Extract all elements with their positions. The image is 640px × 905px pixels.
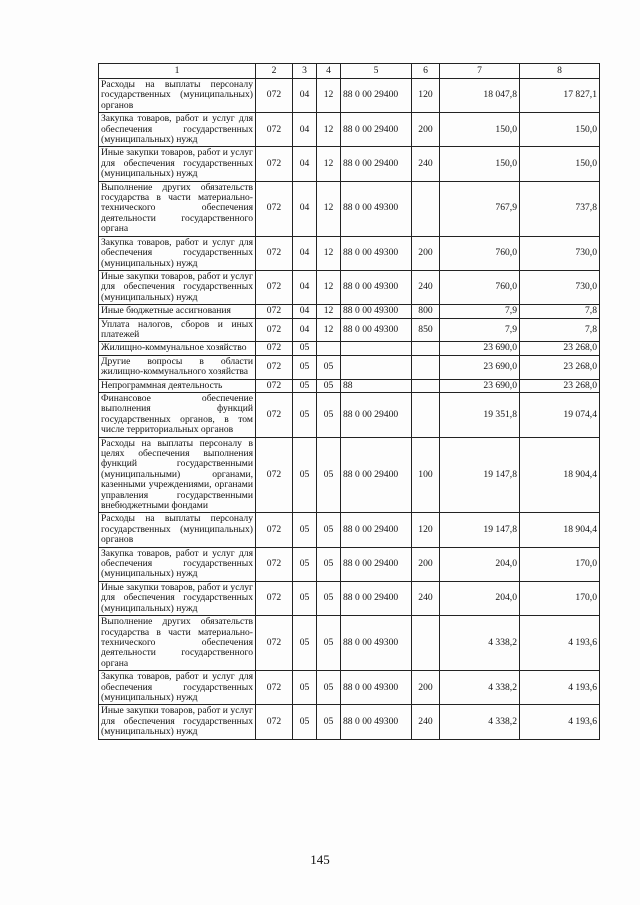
subsection-code: 12 bbox=[317, 113, 341, 147]
expense-type: 200 bbox=[412, 236, 440, 270]
subsection-code: 12 bbox=[317, 270, 341, 304]
subsection-code: 12 bbox=[317, 318, 341, 342]
target-article: 88 0 00 29400 bbox=[341, 392, 412, 437]
target-article: 88 0 00 29400 bbox=[341, 147, 412, 181]
section-code: 05 bbox=[293, 379, 317, 392]
admin-code: 072 bbox=[256, 113, 293, 147]
target-article: 88 0 00 29400 bbox=[341, 437, 412, 513]
subsection-code: 05 bbox=[317, 392, 341, 437]
subsection-code: 05 bbox=[317, 616, 341, 671]
section-code: 05 bbox=[293, 392, 317, 437]
amount-year-1: 18 047,8 bbox=[440, 79, 520, 113]
expense-type: 200 bbox=[412, 671, 440, 705]
amount-year-2: 23 268,0 bbox=[520, 342, 600, 355]
table-header-row bbox=[99, 64, 600, 79]
admin-code: 072 bbox=[256, 181, 293, 236]
page-number: 145 bbox=[310, 852, 330, 867]
subsection-code: 12 bbox=[317, 147, 341, 181]
target-article bbox=[341, 355, 412, 379]
subsection-code: 05 bbox=[317, 705, 341, 739]
section-code: 05 bbox=[293, 547, 317, 581]
admin-code: 072 bbox=[256, 437, 293, 513]
amount-year-2: 7,8 bbox=[520, 305, 600, 318]
amount-year-2: 23 268,0 bbox=[520, 379, 600, 392]
amount-year-2: 4 193,6 bbox=[520, 616, 600, 671]
section-code: 05 bbox=[293, 342, 317, 355]
expense-type: 240 bbox=[412, 270, 440, 304]
section-code: 04 bbox=[293, 305, 317, 318]
table-body bbox=[99, 79, 600, 740]
table-row bbox=[99, 705, 600, 739]
amount-year-2: 7,8 bbox=[520, 318, 600, 342]
amount-year-1: 760,0 bbox=[440, 236, 520, 270]
budget-table bbox=[98, 63, 600, 740]
section-code: 04 bbox=[293, 147, 317, 181]
amount-year-1: 7,9 bbox=[440, 318, 520, 342]
expense-type bbox=[412, 616, 440, 671]
expense-type bbox=[412, 379, 440, 392]
amount-year-2: 730,0 bbox=[520, 236, 600, 270]
amount-year-2: 170,0 bbox=[520, 581, 600, 615]
expense-type: 240 bbox=[412, 581, 440, 615]
row-name: Расходы на выплаты персоналу в целях обеспечения выполнения функций государственными (муниципальными) органами, казенными учреждениями, органами управления государственными внебюджетными фондами bbox=[99, 437, 256, 513]
expense-type bbox=[412, 392, 440, 437]
amount-year-1: 23 690,0 bbox=[440, 355, 520, 379]
row-name: Иные закупки товаров, работ и услуг для обеспечения государственных (муниципальных) нужд bbox=[99, 147, 256, 181]
row-name: Расходы на выплаты персоналу государственных (муниципальных) органов bbox=[99, 513, 256, 547]
subsection-code: 12 bbox=[317, 79, 341, 113]
expense-type: 200 bbox=[412, 547, 440, 581]
target-article: 88 0 00 29400 bbox=[341, 581, 412, 615]
amount-year-2: 150,0 bbox=[520, 147, 600, 181]
expense-type: 800 bbox=[412, 305, 440, 318]
table-row bbox=[99, 392, 600, 437]
row-name: Финансовое обеспечение выполнения функций государственных органов, в том числе территориальных органов bbox=[99, 392, 256, 437]
amount-year-2: 4 193,6 bbox=[520, 671, 600, 705]
table-row bbox=[99, 305, 600, 318]
admin-code: 072 bbox=[256, 705, 293, 739]
admin-code: 072 bbox=[256, 355, 293, 379]
amount-year-1: 204,0 bbox=[440, 547, 520, 581]
column-header: 5 bbox=[341, 64, 412, 79]
row-name: Другие вопросы в области жилищно-коммунального хозяйства bbox=[99, 355, 256, 379]
column-header: 7 bbox=[440, 64, 520, 79]
admin-code: 072 bbox=[256, 616, 293, 671]
table-row bbox=[99, 270, 600, 304]
row-name: Закупка товаров, работ и услуг для обеспечения государственных (муниципальных) нужд bbox=[99, 113, 256, 147]
column-header: 4 bbox=[317, 64, 341, 79]
amount-year-1: 4 338,2 bbox=[440, 671, 520, 705]
row-name: Иные закупки товаров, работ и услуг для обеспечения государственных (муниципальных) нужд bbox=[99, 581, 256, 615]
expense-type: 240 bbox=[412, 147, 440, 181]
row-name: Иные закупки товаров, работ и услуг для обеспечения государственных (муниципальных) нужд bbox=[99, 705, 256, 739]
table-row bbox=[99, 181, 600, 236]
target-article: 88 0 00 49300 bbox=[341, 305, 412, 318]
subsection-code: 05 bbox=[317, 437, 341, 513]
table-row bbox=[99, 318, 600, 342]
table-row bbox=[99, 79, 600, 113]
amount-year-2: 4 193,6 bbox=[520, 705, 600, 739]
expense-type bbox=[412, 355, 440, 379]
row-name: Уплата налогов, сборов и иных платежей bbox=[99, 318, 256, 342]
admin-code: 072 bbox=[256, 547, 293, 581]
amount-year-1: 150,0 bbox=[440, 113, 520, 147]
column-header: 6 bbox=[412, 64, 440, 79]
amount-year-2: 737,8 bbox=[520, 181, 600, 236]
amount-year-2: 170,0 bbox=[520, 547, 600, 581]
admin-code: 072 bbox=[256, 270, 293, 304]
target-article: 88 bbox=[341, 379, 412, 392]
subsection-code: 12 bbox=[317, 305, 341, 318]
table-row bbox=[99, 671, 600, 705]
table-row bbox=[99, 379, 600, 392]
amount-year-2: 23 268,0 bbox=[520, 355, 600, 379]
row-name: Закупка товаров, работ и услуг для обеспечения государственных (муниципальных) нужд bbox=[99, 547, 256, 581]
subsection-code: 05 bbox=[317, 581, 341, 615]
amount-year-1: 19 147,8 bbox=[440, 513, 520, 547]
amount-year-2: 730,0 bbox=[520, 270, 600, 304]
amount-year-1: 760,0 bbox=[440, 270, 520, 304]
table-row bbox=[99, 113, 600, 147]
section-code: 04 bbox=[293, 270, 317, 304]
row-name: Иные бюджетные ассигнования bbox=[99, 305, 256, 318]
table-row bbox=[99, 342, 600, 355]
amount-year-1: 4 338,2 bbox=[440, 705, 520, 739]
column-header: 3 bbox=[293, 64, 317, 79]
subsection-code: 12 bbox=[317, 236, 341, 270]
target-article: 88 0 00 49300 bbox=[341, 270, 412, 304]
expense-type: 100 bbox=[412, 437, 440, 513]
column-header: 8 bbox=[520, 64, 600, 79]
section-code: 05 bbox=[293, 616, 317, 671]
target-article: 88 0 00 49300 bbox=[341, 671, 412, 705]
target-article: 88 0 00 29400 bbox=[341, 513, 412, 547]
column-header: 2 bbox=[256, 64, 293, 79]
target-article: 88 0 00 29400 bbox=[341, 79, 412, 113]
expense-type: 200 bbox=[412, 113, 440, 147]
admin-code: 072 bbox=[256, 79, 293, 113]
amount-year-1: 7,9 bbox=[440, 305, 520, 318]
expense-type bbox=[412, 181, 440, 236]
amount-year-2: 17 827,1 bbox=[520, 79, 600, 113]
table-row bbox=[99, 547, 600, 581]
expense-type bbox=[412, 342, 440, 355]
subsection-code: 05 bbox=[317, 379, 341, 392]
row-name: Иные закупки товаров, работ и услуг для обеспечения государственных (муниципальных) нужд bbox=[99, 270, 256, 304]
admin-code: 072 bbox=[256, 236, 293, 270]
subsection-code: 05 bbox=[317, 355, 341, 379]
section-code: 04 bbox=[293, 79, 317, 113]
target-article: 88 0 00 49300 bbox=[341, 705, 412, 739]
amount-year-2: 150,0 bbox=[520, 113, 600, 147]
subsection-code: 12 bbox=[317, 181, 341, 236]
amount-year-2: 18 904,4 bbox=[520, 437, 600, 513]
admin-code: 072 bbox=[256, 147, 293, 181]
amount-year-2: 18 904,4 bbox=[520, 513, 600, 547]
expense-type: 850 bbox=[412, 318, 440, 342]
expense-type: 120 bbox=[412, 513, 440, 547]
target-article: 88 0 00 49300 bbox=[341, 236, 412, 270]
table-row bbox=[99, 437, 600, 513]
section-code: 05 bbox=[293, 437, 317, 513]
amount-year-2: 19 074,4 bbox=[520, 392, 600, 437]
subsection-code: 05 bbox=[317, 671, 341, 705]
expense-type: 120 bbox=[412, 79, 440, 113]
amount-year-1: 767,9 bbox=[440, 181, 520, 236]
admin-code: 072 bbox=[256, 581, 293, 615]
target-article: 88 0 00 49300 bbox=[341, 318, 412, 342]
table-row bbox=[99, 581, 600, 615]
table-row bbox=[99, 513, 600, 547]
table-row bbox=[99, 616, 600, 671]
amount-year-1: 23 690,0 bbox=[440, 342, 520, 355]
subsection-code: 05 bbox=[317, 547, 341, 581]
admin-code: 072 bbox=[256, 342, 293, 355]
subsection-code: 05 bbox=[317, 513, 341, 547]
section-code: 04 bbox=[293, 318, 317, 342]
section-code: 04 bbox=[293, 113, 317, 147]
row-name: Жилищно-коммунальное хозяйство bbox=[99, 342, 256, 355]
row-name: Непрограммная деятельность bbox=[99, 379, 256, 392]
amount-year-1: 23 690,0 bbox=[440, 379, 520, 392]
amount-year-1: 204,0 bbox=[440, 581, 520, 615]
admin-code: 072 bbox=[256, 379, 293, 392]
target-article: 88 0 00 49300 bbox=[341, 181, 412, 236]
subsection-code bbox=[317, 342, 341, 355]
table-row bbox=[99, 355, 600, 379]
amount-year-1: 19 351,8 bbox=[440, 392, 520, 437]
admin-code: 072 bbox=[256, 318, 293, 342]
admin-code: 072 bbox=[256, 513, 293, 547]
column-header: 1 bbox=[99, 64, 256, 79]
section-code: 05 bbox=[293, 581, 317, 615]
admin-code: 072 bbox=[256, 671, 293, 705]
row-name: Расходы на выплаты персоналу государственных (муниципальных) органов bbox=[99, 79, 256, 113]
admin-code: 072 bbox=[256, 392, 293, 437]
section-code: 05 bbox=[293, 671, 317, 705]
admin-code: 072 bbox=[256, 305, 293, 318]
target-article: 88 0 00 29400 bbox=[341, 113, 412, 147]
section-code: 04 bbox=[293, 181, 317, 236]
row-name: Закупка товаров, работ и услуг для обеспечения государственных (муниципальных) нужд bbox=[99, 236, 256, 270]
amount-year-1: 4 338,2 bbox=[440, 616, 520, 671]
section-code: 05 bbox=[293, 705, 317, 739]
table-row bbox=[99, 236, 600, 270]
amount-year-1: 19 147,8 bbox=[440, 437, 520, 513]
expense-type: 240 bbox=[412, 705, 440, 739]
section-code: 05 bbox=[293, 355, 317, 379]
row-name: Выполнение других обязательств государства в части материально-технического обеспечения деятельности государственного органа bbox=[99, 181, 256, 236]
target-article bbox=[341, 342, 412, 355]
section-code: 05 bbox=[293, 513, 317, 547]
amount-year-1: 150,0 bbox=[440, 147, 520, 181]
target-article: 88 0 00 49300 bbox=[341, 616, 412, 671]
row-name: Выполнение других обязательств государства в части материально-технического обеспечения деятельности государственного органа bbox=[99, 616, 256, 671]
table-row bbox=[99, 147, 600, 181]
target-article: 88 0 00 29400 bbox=[341, 547, 412, 581]
row-name: Закупка товаров, работ и услуг для обеспечения государственных (муниципальных) нужд bbox=[99, 671, 256, 705]
section-code: 04 bbox=[293, 236, 317, 270]
